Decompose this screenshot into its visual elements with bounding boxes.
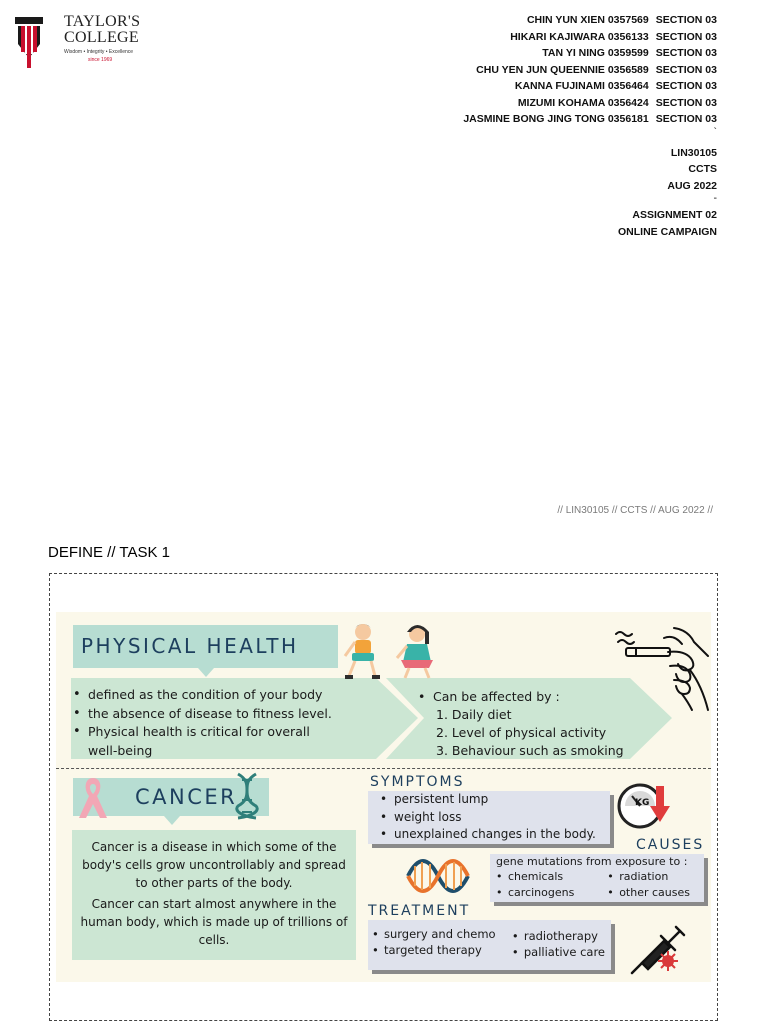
course-name: CCTS <box>688 163 717 175</box>
cancer-paragraph: Cancer can start almost anywhere in the human body, which is made up of trillions of cells. <box>80 897 348 947</box>
scale-label: KG <box>635 798 650 808</box>
list-item: • palliative care <box>512 944 605 960</box>
physical-health-definition-list <box>73 686 332 760</box>
separator-mark: ` <box>713 125 717 138</box>
student-row: CHIN YUN XIEN 0357569 SECTION 03 <box>526 14 717 26</box>
affected-by-list <box>418 688 624 760</box>
treatment-label: TREATMENT <box>368 903 471 919</box>
dna-icon <box>234 772 260 820</box>
physical-health-title: PHYSICAL HEALTH <box>73 625 338 668</box>
college-shield-icon <box>14 14 44 68</box>
list-item: • the absence of disease to fitness level. <box>73 705 332 724</box>
treatment-box <box>368 920 611 970</box>
student-row: HIKARI KAJIWARA 0356133 SECTION 03 <box>510 30 717 43</box>
dna-icon <box>406 856 470 896</box>
student-row: JASMINE BONG JING TONG 0356181 SECTION 03 <box>463 113 717 125</box>
list-item: • weight loss <box>380 809 610 827</box>
student-row: MIZUMI KOHAMA 0356424 SECTION 03 <box>517 96 717 109</box>
causes-intro: gene mutations from exposure to : <box>496 855 688 868</box>
assignment-title: ONLINE CAMPAIGN <box>618 225 717 238</box>
symptoms-box <box>368 791 610 844</box>
infographic <box>56 612 711 982</box>
causes-box <box>490 854 704 902</box>
section-divider <box>56 768 711 769</box>
list-item: • targeted therapy <box>372 942 496 958</box>
college-name: TAYLOR'S COLLEGE <box>64 13 141 46</box>
list-item: • other causes <box>607 885 690 901</box>
pink-ribbon-icon <box>76 774 110 822</box>
list-item: • chemicals <box>496 869 574 885</box>
cancer-paragraph: Cancer is a disease in which some of the body's cells grow uncontrollably and spread to other parts of the body. <box>82 840 346 890</box>
weight-scale-icon <box>616 782 674 832</box>
list-item: • surgery and chemo <box>372 926 496 942</box>
cigarette-hand-icon <box>612 622 712 712</box>
list-item: 2. Level of physical activity <box>436 725 607 740</box>
course-code: LIN30105 <box>670 146 717 159</box>
list-item: • radiotherapy <box>512 928 605 944</box>
list-item: • persistent lump <box>380 791 610 809</box>
list-item: • unexplained changes in the body. <box>380 826 610 844</box>
symptoms-label: SYMPTOMS <box>370 774 465 790</box>
causes-label: CAUSES <box>636 837 705 853</box>
course-term: AUG 2022 <box>667 179 717 192</box>
college-logo <box>12 12 152 72</box>
footer-note: // LIN30105 // CCTS // AUG 2022 // <box>557 505 713 516</box>
list-item: 1. Daily diet <box>436 707 512 722</box>
exercising-kids-icon <box>343 618 443 680</box>
student-row: TAN YI NING 0359599 SECTION 03 <box>542 47 717 59</box>
assignment-number: ASSIGNMENT 02 <box>632 209 717 221</box>
college-tagline: Wisdom • Integrity • Excellence <box>64 49 134 55</box>
list-item: 3. Behaviour such as smoking <box>436 743 624 758</box>
student-row: CHU YEN JUN QUEENNIE 0356589 SECTION 03 <box>476 63 717 76</box>
cancer-description <box>72 830 356 960</box>
list-item: • Physical health is critical for overall well-being <box>73 723 332 760</box>
list-item: • carcinogens <box>496 885 574 901</box>
task-title: DEFINE // TASK 1 <box>48 544 170 561</box>
title-pointer <box>164 816 180 825</box>
college-since: since 1969 <box>88 57 113 63</box>
cancer-title: CANCER <box>135 785 238 809</box>
separator-mark: - <box>713 192 717 204</box>
student-row: KANNA FUJINAMI 0356464 SECTION 03 <box>514 80 717 92</box>
affected-by-heading: • Can be affected by : <box>418 688 624 706</box>
student-header <box>463 12 717 240</box>
title-pointer <box>198 668 214 677</box>
list-item: • defined as the condition of your body <box>73 686 332 705</box>
syringe-virus-icon <box>630 917 686 975</box>
list-item: • radiation <box>607 869 690 885</box>
